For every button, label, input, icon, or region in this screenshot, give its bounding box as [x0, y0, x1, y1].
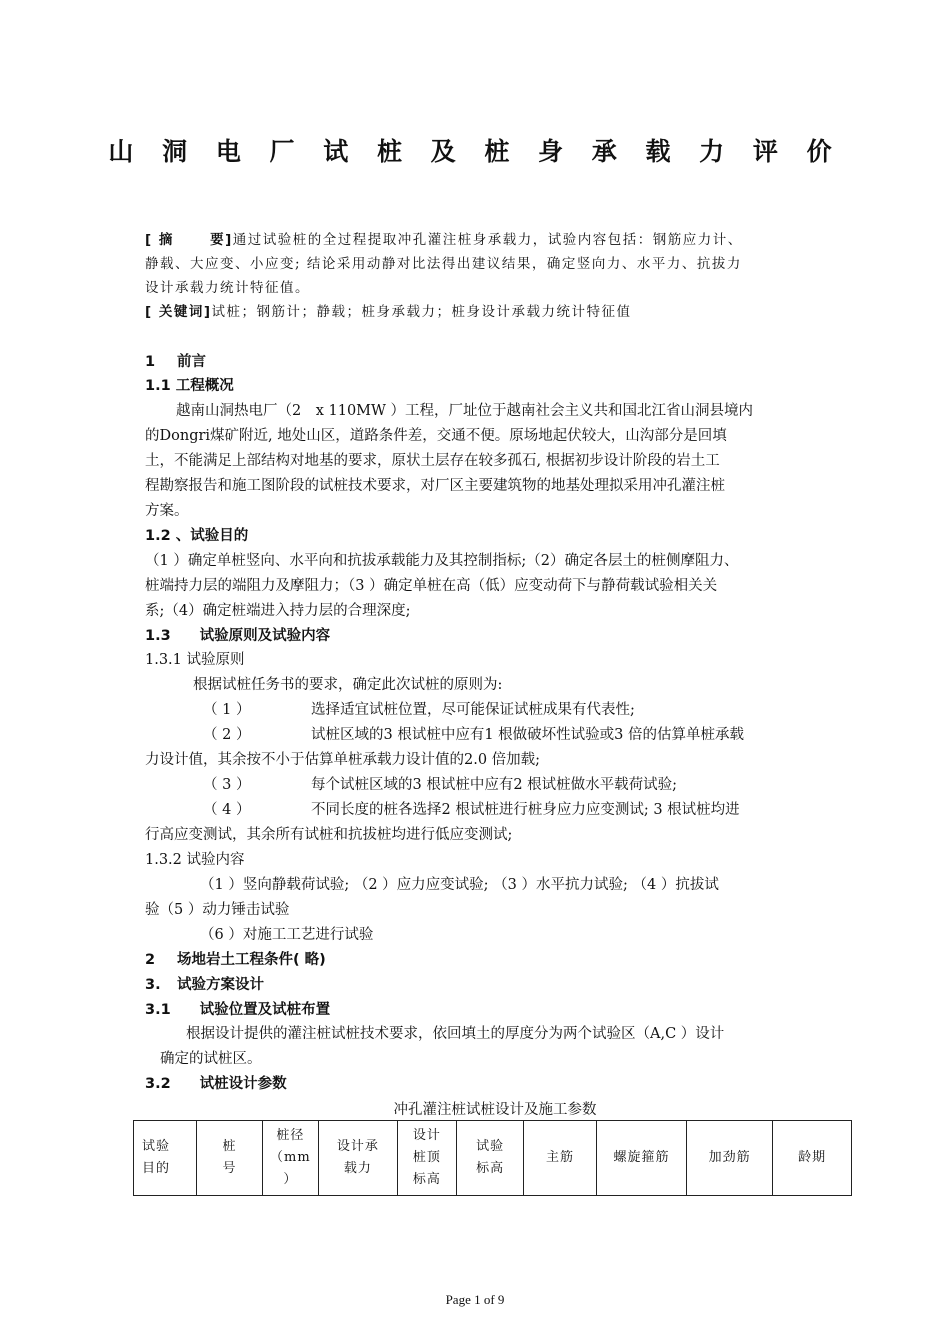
pile-parameters-table [133, 1120, 852, 1196]
paragraph-line: 桩端持力层的端阻力及摩阻力；（3 ）确定单桩在高（低）应变动荷下与静荷载试验相关关 [145, 578, 718, 594]
abstract-line-1: 通过试验桩的全过程提取冲孔灌注桩身承载力，试验内容包括：钢筋应力计、 [232, 232, 743, 248]
keywords [145, 300, 825, 324]
section-1-1-heading: 1.1 工程概况 [145, 378, 234, 394]
section-3-heading: 3. 试验方案设计 [145, 977, 264, 993]
list-item: （ 2 ） 试桩区域的3 根试桩中应有1 根做破坏性试验或3 倍的估算单桩承载 [203, 727, 745, 743]
header-cell: 桩径 （mm ） [262, 1121, 319, 1196]
list-item: （ 3 ） 每个试桩区域的3 根试桩中应有2 根试桩做水平载荷试验; [203, 777, 678, 793]
abstract-line-3: 设计承载力统计特征值。 [145, 280, 310, 296]
paragraph-line: 根据设计提供的灌注桩试桩技术要求，依回填土的厚度分为两个试验区（A,C ）设计 [186, 1026, 725, 1042]
header-cell: 试验 标高 [457, 1121, 524, 1196]
header-cell: 设计承 载力 [319, 1121, 398, 1196]
keywords-tag: [ 关键词] [145, 304, 212, 320]
list-item: （ 4 ） 不同长度的桩各选择2 根试桩进行桩身应力应变测试; 3 根试桩均进 [203, 802, 740, 818]
list-item: （ 1 ） 选择适宜试桩位置，尽可能保证试桩成果有代表性; [203, 702, 635, 718]
table-header-row [134, 1121, 852, 1196]
paragraph-line: （1 ）确定单桩竖向、水平向和抗拔承载能力及其控制指标;（2）确定各层土的桩侧摩阻力、 [145, 553, 739, 569]
list-item-continuation: 力设计值，其余按不小于估算单桩承载力设计值的2.0 倍加载; [145, 752, 541, 768]
keywords-text: 试桩；钢筋计；静载；桩身承载力；桩身设计承载力统计特征值 [211, 304, 632, 320]
paragraph-line: 程勘察报告和施工图阶段的试桩技术要求，对厂区主要建筑物的地基处理拟采用冲孔灌注桩 [145, 478, 725, 494]
paragraph-line: 确定的试桩区。 [160, 1051, 262, 1067]
paragraph-line: 土，不能满足上部结构对地基的要求，原状土层存在较多孤石, 根据初步设计阶段的岩土工 [145, 453, 720, 469]
section-1-3-2-heading: 1.3.2 试验内容 [145, 852, 245, 868]
header-cell: 龄期 [773, 1121, 852, 1196]
paragraph-line: （6 ）对施工工艺进行试验 [200, 927, 374, 943]
paragraph-line: 验（5 ）动力锤击试验 [145, 902, 290, 918]
paragraph-line: 越南山洞热电厂（2 x 110MW ）工程，厂址位于越南社会主义共和国北江省山洞县境内 [176, 403, 754, 419]
section-1-3-1-heading: 1.3.1 试验原则 [145, 652, 245, 668]
document-title: 山 洞 电 厂 试 桩 及 桩 身 承 载 力 评 价 [108, 137, 842, 166]
section-1-3-heading: 1.3 试验原则及试验内容 [145, 628, 331, 644]
section-2-heading: 2 场地岩土工程条件( 略) [145, 952, 326, 968]
header-cell: 桩 号 [197, 1121, 262, 1196]
section-3-1-heading: 3.1 试验位置及试桩布置 [145, 1002, 331, 1018]
abstract-line-2: 静载、大应变、小应变; 结论采用动静对比法得出建议结果，确定竖向力、水平力、抗拔力 [145, 256, 742, 272]
paragraph-line: 方案。 [145, 503, 189, 519]
section-1-2-heading: 1.2 、试验目的 [145, 528, 249, 544]
abstract-tag: [ 摘 要] [145, 232, 233, 248]
paragraph-line: 系;（4）确定桩端进入持力层的合理深度; [145, 603, 411, 619]
section-3-2-heading: 3.2 试桩设计参数 [145, 1076, 287, 1092]
header-cell: 试验 目的 [134, 1121, 197, 1196]
paragraph-line: （1 ）竖向静载荷试验; （2 ）应力应变试验; （3 ）水平抗力试验; （4 ）抗拔试 [200, 877, 719, 893]
abstract [145, 228, 825, 252]
list-item-continuation: 行高应变测试，其余所有试桩和抗拔桩均进行低应变测试; [145, 827, 513, 843]
table-caption: 冲孔灌注桩试桩设计及施工参数 [393, 1102, 597, 1118]
header-cell: 加劲筋 [687, 1121, 773, 1196]
header-cell: 设计 桩顶 标高 [397, 1121, 456, 1196]
page-footer: Page 1 of 9 [445, 1292, 505, 1307]
header-cell: 螺旋箍筋 [596, 1121, 686, 1196]
header-cell: 主筋 [524, 1121, 597, 1196]
paragraph-line: 的Dongri煤矿附近, 地处山区，道路条件差，交通不便。原场地起伏较大，山沟部分是回填 [145, 428, 727, 444]
section-1-heading: 1 前言 [145, 354, 206, 370]
paragraph-line: 根据试桩任务书的要求，确定此次试桩的原则为: [193, 677, 503, 693]
